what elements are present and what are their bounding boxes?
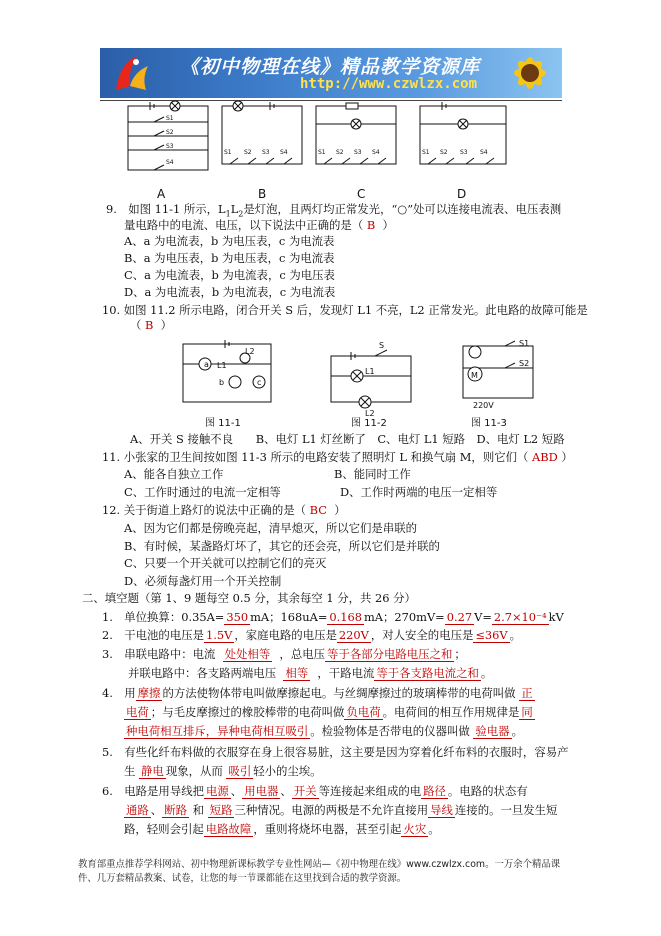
svg-text:S2: S2 xyxy=(244,149,252,156)
circuit-label-a: A xyxy=(157,187,166,201)
q12-stem: 12. 关于街道上路灯的说法中正确的是（ BC ） xyxy=(102,503,346,517)
q12-option: A、因为它们都是傍晚亮起，清早熄灭，所以它们是串联的 xyxy=(124,521,417,535)
header-banner xyxy=(100,48,562,98)
fill-q6-line1: 6. 电路是用导线把 电源 、 用电器 、 开关 等连接起来组成的电 路径 。电路的状态有 xyxy=(102,784,528,798)
q11-option-c: C、工作时通过的电流一定相等 xyxy=(124,485,281,499)
banner-url: http://www.czwlzx.com xyxy=(300,76,478,92)
circuit-label-d: D xyxy=(457,187,467,201)
q10-answer: B xyxy=(145,318,154,332)
q11-answer: ABD xyxy=(532,450,558,464)
svg-text:S3: S3 xyxy=(354,149,362,156)
fill-q3-line2: 并联电路中：各支路两端电压 相等 ，干路电流 等于各支路电流之和 。 xyxy=(128,666,493,680)
blank-answer: 短路 xyxy=(209,803,233,817)
banner-title: 《初中物理在线》精品教学资源库 xyxy=(180,56,481,78)
svg-text:S: S xyxy=(379,341,385,350)
fill-q5-line2: 生 静电 现象，从而 吸引 轻小的尘埃。 xyxy=(124,764,322,778)
figure-label: 图 11-3 xyxy=(471,418,507,429)
svg-text:L1: L1 xyxy=(217,361,227,370)
fill-q4-line1: 4. 用 摩擦 的方法使物体带电叫做摩擦起电。与丝绸摩擦过的玻璃棒带的电荷叫做 正 xyxy=(102,686,533,700)
blank-answer: 负电荷 xyxy=(346,705,381,719)
blank-answer: 电荷 xyxy=(126,705,149,719)
blank-answer: 等于各部分电路电压之和 xyxy=(327,647,453,661)
blank-answer: 1.5V xyxy=(206,628,233,642)
blank-answer: 路径 xyxy=(423,784,446,798)
q12-option: C、只要一个开关就可以控制它们的亮灭 xyxy=(124,556,327,570)
footer-line: 教育部重点推荐学科网站、初中物理新课标教学专业性网站—《初中物理在线》www.czwlzx.com。一万余个精品课 xyxy=(78,859,561,870)
blank-answer: 等于各支路电流之和 xyxy=(376,666,479,680)
svg-text:a: a xyxy=(204,360,209,369)
fill-q1: 1. 单位换算：0.35A= 350 mA；168uA= 0.168 mA；270mV= 0.27 V= 2.7×10⁻⁴ kV xyxy=(102,610,564,624)
blank-answer: 同 xyxy=(521,705,533,719)
q9-stem-line1: 9. 如图 11-1 所示，$L_1L_2$是灯泡，且两灯均正常发光，“○”处可以连接电流表、电压表测 xyxy=(106,202,562,219)
q11-stem: 11. 小张家的卫生间按如图 11-3 所示的电路安装了照明灯 L 和换气扇 M，则它们（ ABD ） xyxy=(102,450,573,464)
q10-stem-line2: （ B ） xyxy=(130,318,173,332)
svg-text:L2: L2 xyxy=(245,347,255,356)
blank-answer: 相等 xyxy=(285,666,309,680)
q9-answer: B xyxy=(366,218,376,232)
blank-answer: 火灾 xyxy=(403,822,427,836)
blank-answer: 350 xyxy=(226,610,249,624)
blank-answer: ≤36V xyxy=(475,628,508,642)
q11-option-d: D、工作时两端的电压一定相等 xyxy=(340,485,498,499)
fill-q3-line1: 3. 串联电路中：电流 处处相等 ，总电压 等于各部分电路电压之和 ； xyxy=(102,647,466,661)
q12-option: D、必须每盏灯用一个开关控制 xyxy=(124,574,282,588)
svg-text:S4: S4 xyxy=(280,149,288,156)
blank-answer: 摩擦 xyxy=(137,686,161,700)
blank-answer: 电源 xyxy=(206,784,229,798)
q9-option: C、a 为电流表，b 为电流表，c 为电压表 xyxy=(124,268,335,282)
blank-answer: 通路 xyxy=(126,803,149,817)
sunflower-icon xyxy=(482,48,562,98)
blank-answer: 0.27 xyxy=(446,610,473,624)
footer-line: 件、几万套精品教案、试卷，让您的每一节课都能在这里找到合适的教学资源。 xyxy=(78,873,407,884)
q9-option: D、a 为电流表，b 为电流表，c 为电流表 xyxy=(124,285,336,299)
svg-text:S2: S2 xyxy=(440,149,448,156)
svg-text:b: b xyxy=(219,378,225,387)
svg-text:L2: L2 xyxy=(365,409,375,418)
svg-text:S3: S3 xyxy=(262,149,270,156)
svg-text:L1: L1 xyxy=(365,367,375,376)
blank-answer: 处处相等 xyxy=(224,647,271,661)
blank-answer: 静电 xyxy=(141,764,164,778)
blank-answer: 电路故障 xyxy=(205,822,252,836)
blank-answer: 正 xyxy=(521,686,533,700)
blank-answer: 导线 xyxy=(430,803,453,817)
page-footer xyxy=(78,858,598,886)
fill-q4-line3: 种电荷相互排斥，异种电荷相互吸引 。检验物体是否带电的仪器叫做 验电器 。 xyxy=(126,724,523,738)
fill-q5-line1: 5. 有些化纤布料做的衣服穿在身上很容易脏，这主要是因为穿着化纤布料的衣服时，容易产 xyxy=(102,745,569,759)
switch-label: S2 xyxy=(166,129,174,136)
q10-stem: 10. 如图 11.2 所示电路，闭合开关 S 后，发现灯 L1 不亮，L2 正常发光。此电路的故障可能是 xyxy=(102,303,588,317)
blank-answer: 种电荷相互排斥，异种电荷相互吸引 xyxy=(126,724,309,738)
site-logo-icon xyxy=(112,52,152,94)
blank-answer: 验电器 xyxy=(475,724,510,738)
fill-q2: 2. 干电池的电压是 1.5V ，家庭电路的电压是 220V ，对人安全的电压是 ≤36V 。 xyxy=(102,628,522,642)
fill-q6-line2: 通路 、 断路 和 短路 三种情况。电源的两极是不允许直接用 导线 连接的。一旦发生短 xyxy=(126,803,558,817)
svg-text:S2: S2 xyxy=(519,359,530,368)
q9-option: A、a 为电流表，b 为电压表，c 为电流表 xyxy=(124,234,335,248)
svg-text:S1: S1 xyxy=(318,149,326,156)
svg-text:S1: S1 xyxy=(422,149,430,156)
circuit-label-b: B xyxy=(258,187,267,201)
svg-text:c: c xyxy=(257,378,262,387)
blank-answer: 吸引 xyxy=(228,764,252,778)
q9-option: B、a 为电压表，b 为电压表，c 为电流表 xyxy=(124,251,335,265)
section-fill-in-title: 二、填空题（第 1、9 题每空 0.5 分，其余每空 1 分，共 26 分） xyxy=(82,591,416,605)
blank-answer: 断路 xyxy=(164,803,187,817)
q12-option: B、有时候，某盏路灯坏了，其它的还会亮，所以它们是并联的 xyxy=(124,539,440,553)
svg-text:S3: S3 xyxy=(460,149,468,156)
circuit-diagrams-abcd xyxy=(120,100,520,200)
svg-text:M: M xyxy=(471,371,478,380)
svg-text:S2: S2 xyxy=(336,149,344,156)
svg-text:S4: S4 xyxy=(372,149,380,156)
q10-options: A、开关 S 接触不良 B、电灯 L1 灯丝断了 C、电灯 L1 短路 D、电灯 L2 短路 xyxy=(130,432,565,446)
blank-answer: 220V xyxy=(338,628,369,642)
q11-option-b: B、能同时工作 xyxy=(334,467,411,481)
blank-answer: 开关 xyxy=(293,784,317,798)
q9-stem-line2: 量电路中的电流、电压，以下说法中正确的是（ B ） xyxy=(124,218,394,232)
svg-text:S4: S4 xyxy=(480,149,488,156)
svg-text:220V: 220V xyxy=(473,401,494,410)
q12-answer: BC xyxy=(309,503,327,517)
switch-label: S4 xyxy=(166,159,174,166)
blank-answer: 0.168 xyxy=(329,610,362,624)
blank-answer: 用电器 xyxy=(244,784,279,798)
blank-answer: 2.7×10⁻⁴ xyxy=(493,610,547,624)
fill-q6-line3: 路，轻则会引起 电路故障 ，重则将烧坏电器，甚至引起 火灾 。 xyxy=(124,822,440,836)
switch-label: S3 xyxy=(166,143,174,150)
figure-label: 图 11-1 xyxy=(205,418,241,429)
svg-text:S1: S1 xyxy=(519,339,530,348)
switch-label: S1 xyxy=(166,115,174,122)
q11-option-a: A、能各自独立工作 xyxy=(124,467,224,481)
circuit-label-c: C xyxy=(357,187,366,201)
svg-text:S1: S1 xyxy=(224,149,232,156)
fill-q4-line2: 电荷 ；与毛皮摩擦过的橡胶棒带的电荷叫做 负电荷 。电荷间的相互作用规律是 同 xyxy=(126,705,533,719)
figure-label: 图 11-2 xyxy=(351,418,387,429)
